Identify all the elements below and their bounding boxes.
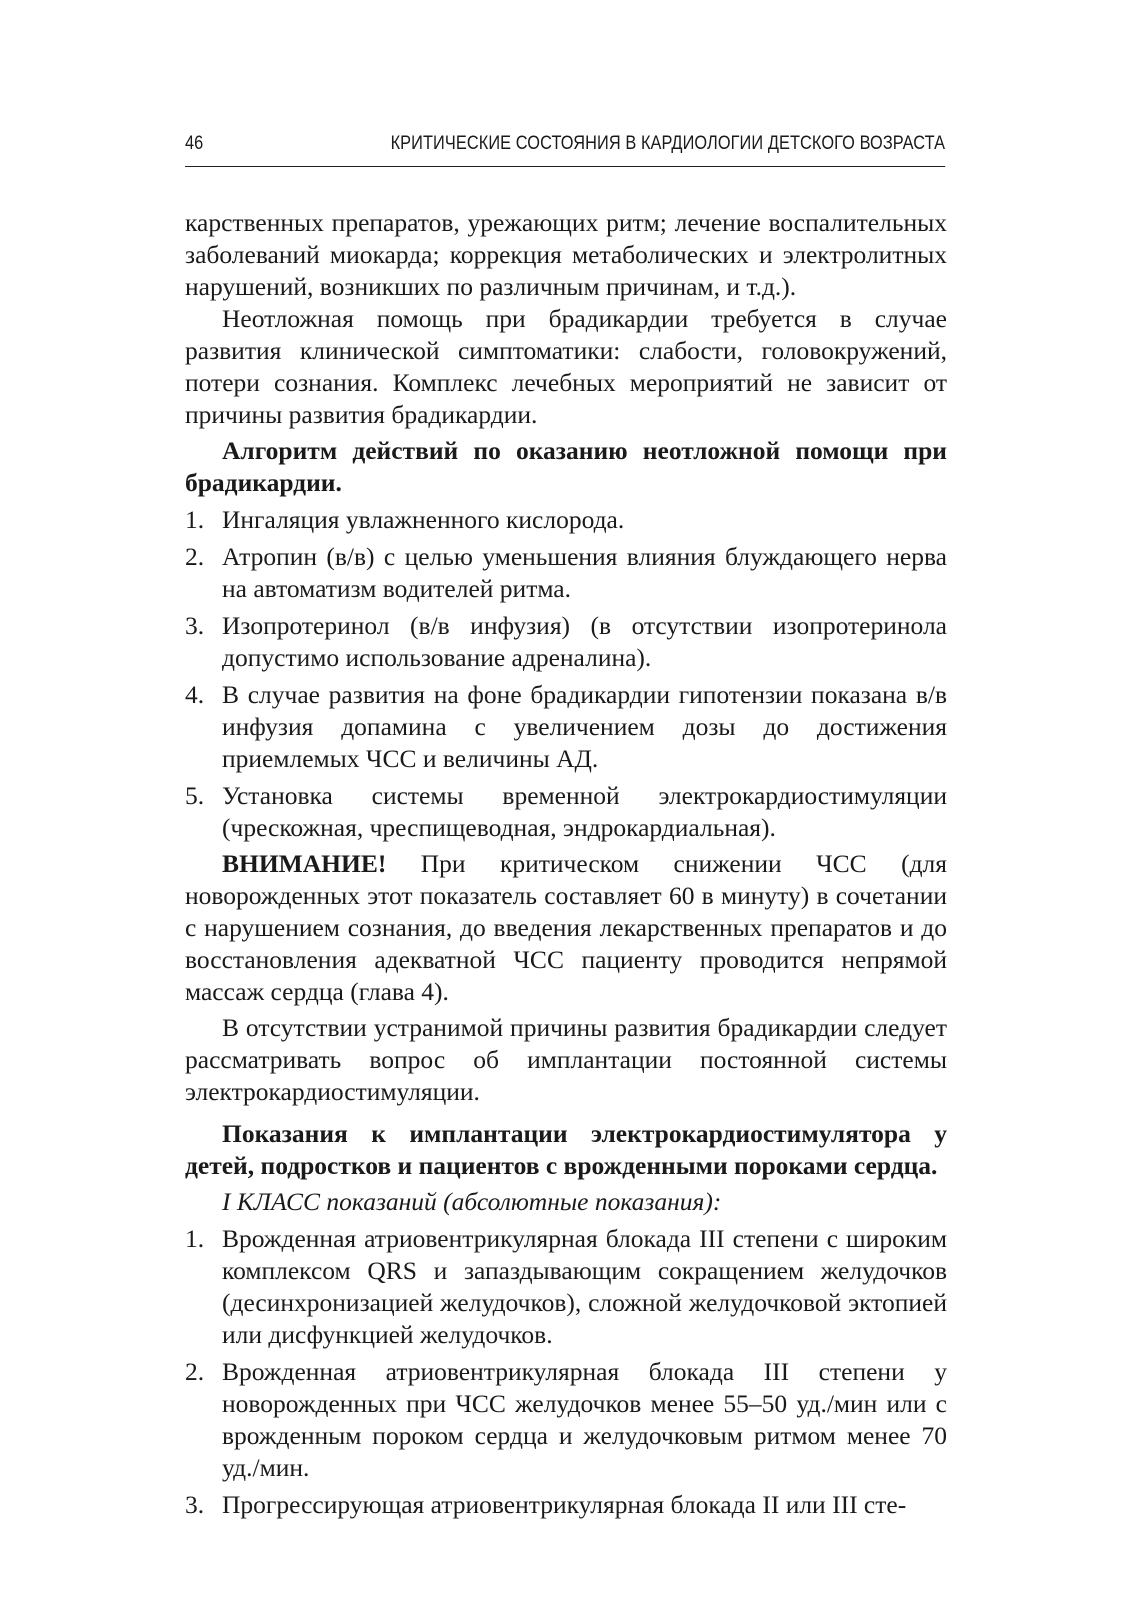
- paragraph-continued: карственных препаратов, урежающих ритм; лечение воспалительных заболеваний миокарда; коррекция метаболических и электролитных нарушений, возникших по различным причинам, и т.д.).: [185, 208, 947, 301]
- list-item: 2. Врожденная атриовентрикулярная блокада III степени у новорожденных при ЧСС желудочков менее 55–50 уд./мин или с врожденным пороком сердца и желудочковым ритмом менее 70 уд./мин.: [185, 1357, 947, 1482]
- attention-paragraph: [185, 848, 947, 1008]
- book-page: [185, 128, 947, 1521]
- running-title: КРИТИЧЕСКИЕ СОСТОЯНИЯ В КАРДИОЛОГИИ ДЕТСКОГО ВОЗРАСТА: [390, 133, 946, 154]
- list-item: 5. Установка системы временной электрокардиостимуляции (чрескожная, чреспищеводная, эндрокардиальная).: [185, 781, 947, 842]
- list-item: 2. Атропин (в/в) с целью уменьшения влияния блуждающего нерва на автоматизм водителей ритма.: [185, 542, 947, 603]
- page-number: 46: [185, 133, 204, 154]
- attention-text: При критическом снижении ЧСС (для новорожденных этот показатель составляет 60 в минуту) в сочетании с нарушением сознания, до введения лекарственных препаратов и до восстановления адекватной ЧСС пациенту проводится непрямой массаж сердца (глава 4).: [185, 849, 947, 1006]
- attention-label: ВНИМАНИЕ!: [222, 849, 387, 878]
- list-item: 1. Ингаляция увлажненного кислорода.: [185, 505, 625, 534]
- class-heading: I КЛАСС показаний (абсолютные показания):: [222, 1187, 722, 1216]
- paragraph-emergency-care: Неотложная помощь при брадикардии требуется в случае развития клинической симптоматики: слабости, головокружений, потери сознания. Комплекс лечебных мероприятий не зависит от причины развития брадикардии.: [185, 304, 947, 429]
- list-item: 1. Врожденная атриовентрикулярная блокада III степени с широким комплексом QRS и запаздывающим сокращением желудочков (десинхронизацией желудочков), сложной желудочковой эктопией или дисфункцией желудочков.: [185, 1224, 947, 1349]
- indications-list: [185, 1223, 947, 1521]
- indications-heading: Показания к имплантации электрокардиостимулятора у детей, подростков и пациентов с врожденными пороками сердца.: [185, 1119, 947, 1180]
- list-item: 4. В случае развития на фоне брадикардии гипотензии показана в/в инфузия допамина с увеличением дозы до достижения приемлемых ЧСС и величины АД.: [185, 680, 947, 773]
- algorithm-list: [185, 504, 947, 844]
- list-item: 3. Изопротеринол (в/в инфузия) (в отсутствии изопротеринола допустимо использование адреналина).: [185, 611, 947, 672]
- algorithm-heading: Алгоритм действий по оказанию неотложной помощи при брадикардии.: [185, 436, 947, 497]
- running-header: [185, 128, 945, 167]
- paragraph-implantation: В отсутствии устранимой причины развития брадикардии следует рассматривать вопрос об имплантации постоянной системы электрокардиостимуляции.: [185, 1013, 947, 1106]
- list-item: 3. Прогрессирующая атриовентрикулярная блокада II или III сте-: [185, 1490, 907, 1519]
